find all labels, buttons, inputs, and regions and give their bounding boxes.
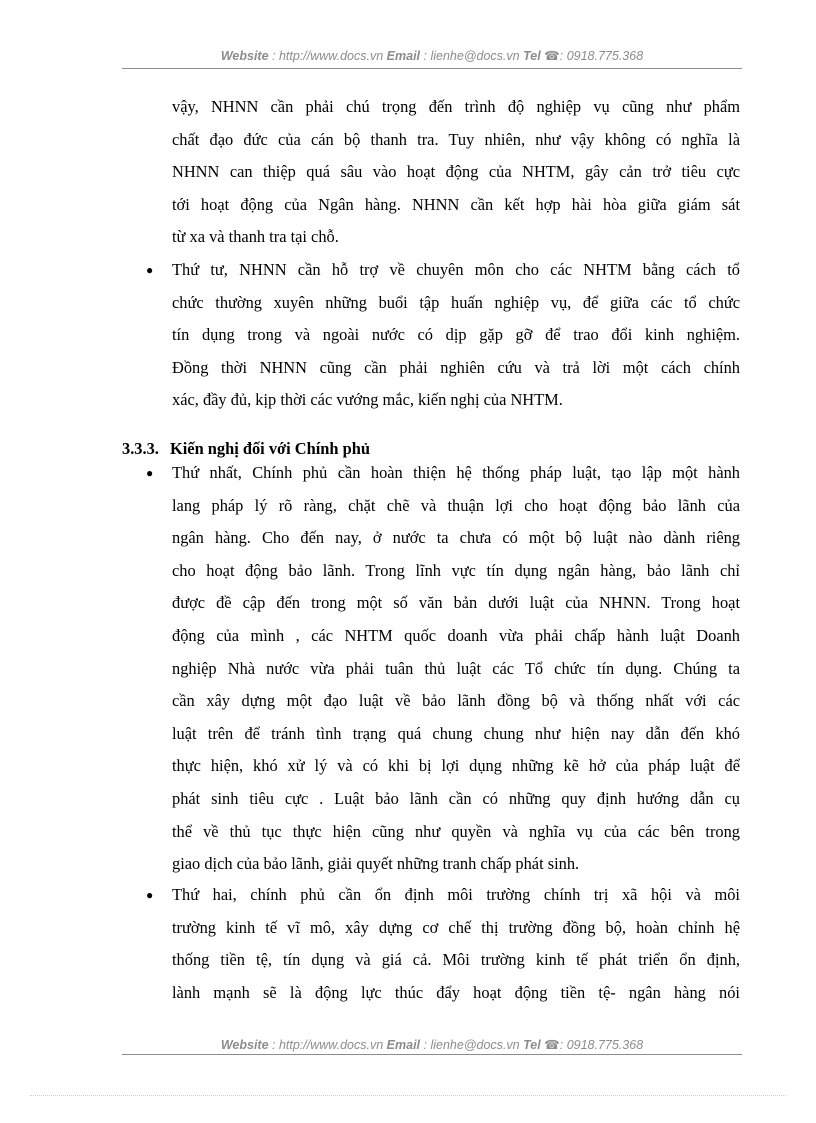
header-tel-label: Tel [523,49,541,63]
bullet-paragraph-thu-nhat [172,457,740,881]
text-line: tín dụng trong và ngoài nước có dịp gặp gỡ để trao đổi kinh nghiệm. [172,325,740,345]
header-email-value[interactable]: : lienhe@docs.vn [423,49,520,63]
text-line: cho hoạt động bảo lãnh. Trong lĩnh vực tín dụng ngân hàng, bảo lãnh chỉ [172,560,740,580]
bullet-paragraph-thu-hai [172,879,740,1009]
section-title: Kiến nghị đối với Chính phủ [170,439,370,458]
footer-tel-value: ☎: 0918.775.368 [544,1038,644,1052]
bullet-icon: ● [146,466,154,480]
text-line: được đề cập đến trong một số văn bản dưới luật của NHNN. Trong hoạt [172,593,740,613]
page-header [122,48,742,63]
footer-website-value[interactable]: : http://www.docs.vn [272,1038,384,1052]
header-website-value[interactable]: : http://www.docs.vn [272,49,384,63]
header-divider [122,68,742,69]
text-line: tới hoạt động của Ngân hàng. NHNN cần kết hợp hài hòa giữa giám sát [172,194,740,214]
text-line: vậy, NHNN cần phải chú trọng đến trình độ nghiệp vụ cũng như phẩm [172,97,740,116]
text-line: động của mình , các NHTM quốc doanh vừa phải chấp hành luật Doanh [172,625,740,645]
text-line: từ xa và thanh tra tại chỗ. [172,227,339,247]
text-line: lành mạnh sẽ là động lực thúc đẩy hoạt động tiền tệ- ngân hàng nói [172,982,740,1002]
footer-website-label: Website [220,1038,269,1052]
bullet-icon: ● [146,263,154,277]
paragraph-continuation [172,91,740,254]
bullet-paragraph-thu-tu [172,254,740,417]
footer-email-label: Email [386,1038,421,1052]
text-line: Thứ nhất, Chính phủ cần hoàn thiện hệ thống pháp luật, tạo lập một hành [172,463,740,482]
text-line: xác, đầy đủ, kịp thời các vướng mắc, kiến nghị của NHTM. [172,390,563,410]
text-line: NHNN can thiệp quá sâu vào hoạt động của NHTM, gây cản trở tiêu cực [172,162,740,182]
text-line: lang pháp lý rõ ràng, chặt chẽ và thuận lợi cho hoạt động bảo lãnh của [172,495,740,515]
footer-tel-label: Tel [523,1038,541,1052]
text-line: phát sinh tiêu cực . Luật bảo lãnh cần có những quy định hướng dẫn cụ [172,788,740,808]
text-line: Thứ hai, chính phủ cần ổn định môi trường chính trị xã hội và môi [172,885,740,904]
header-email-label: Email [386,49,421,63]
page-bottom-edge [30,1095,786,1096]
text-line: thể về thủ tục thực hiện cũng như quyền và nghĩa vụ của các bên trong [172,821,740,841]
header-tel-value: ☎: 0918.775.368 [544,49,644,63]
footer-divider [122,1054,742,1055]
text-line: trường kinh tế vĩ mô, xây dựng cơ chế thị trường đồng bộ, hoàn chỉnh hệ [172,917,740,937]
text-line: ngân hàng. Cho đến nay, ở nước ta chưa có một bộ luật nào dành riêng [172,528,740,548]
footer-email-value[interactable]: : lienhe@docs.vn [423,1038,520,1052]
text-line: Đồng thời NHNN cũng cần phải nghiên cứu và trả lời một cách chính [172,357,740,377]
bullet-icon: ● [146,888,154,902]
page-footer [122,1037,742,1052]
text-line: Thứ tư, NHNN cần hỗ trợ về chuyên môn cho các NHTM bằng cách tổ [172,260,740,279]
text-line: giao dịch của bảo lãnh, giải quyết những tranh chấp phát sinh. [172,854,580,874]
text-line: chức thường xuyên những buổi tập huấn nghiệp vụ, để giữa các tổ chức [172,292,740,312]
section-number: 3.3.3. [122,439,159,458]
text-line: luật trên để tránh tình trạng quá chung chung như hiện nay dẫn đến khó [172,723,740,743]
text-line: thống tiền tệ, tín dụng và giá cả. Môi trường kinh tế phát triển ổn định, [172,950,740,970]
text-line: nghiệp Nhà nước vừa phải tuân thủ luật các Tổ chức tín dụng. Chúng ta [172,658,740,678]
header-website-label: Website [220,49,269,63]
text-line: cần xây dựng một đạo luật về bảo lãnh đồng bộ và thống nhất với các [172,691,740,711]
text-line: chất đạo đức của cán bộ thanh tra. Tuy nhiên, như vậy không có nghĩa là [172,129,740,149]
text-line: thực hiện, khó xử lý và có khi bị lợi dụng những kẽ hở của pháp luật để [172,756,740,776]
